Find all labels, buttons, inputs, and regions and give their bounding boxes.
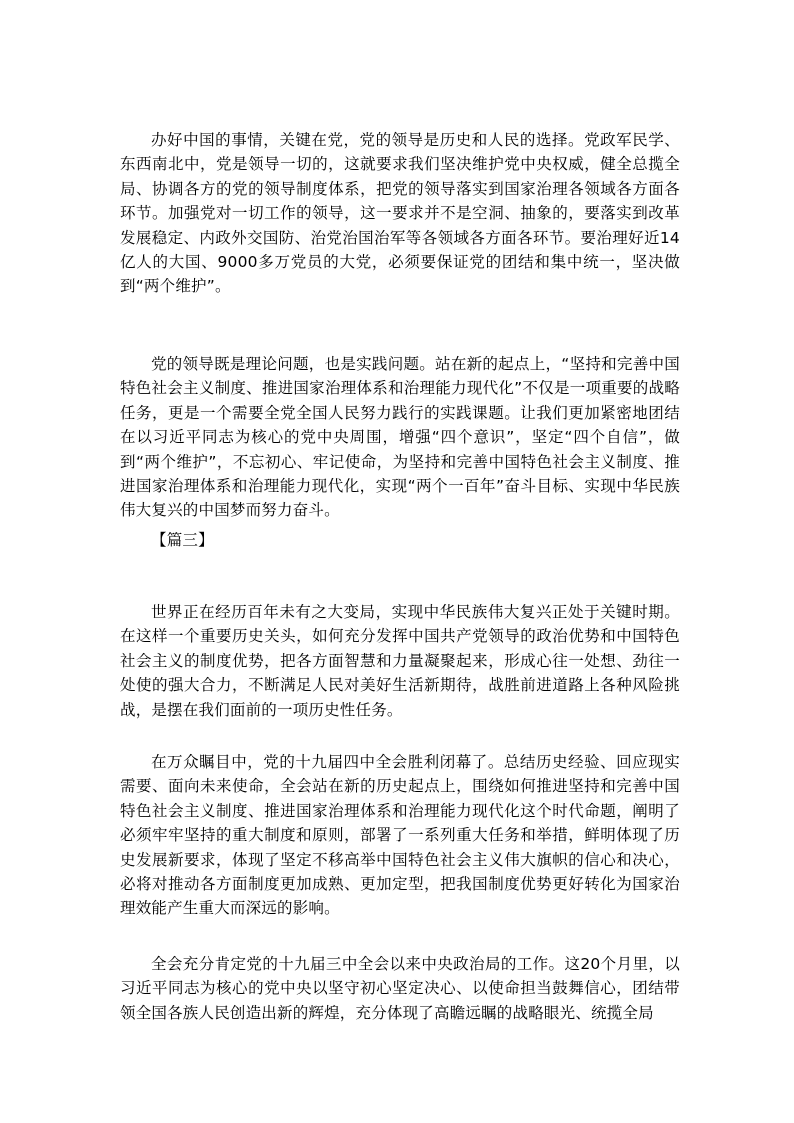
paragraph-fourth-plenum: 在万众瞩目中，党的十九届四中全会胜利闭幕了。总结历史经验、回应现实需要、面向未来使命，全会站在新的历史起点上，围绕如何推进坚持和完善中国特色社会主义制度、推进国家治理体系和治理能力现代化这个时代命题，阐明了必须牢牢坚持的重大制度和原则，部署了一系列重大任务和举措，鲜明体现了历史发展新要求，体现了坚定不移高举中国特色社会主义伟大旗帜的信心和决心，必将对推动各方面制度更加成熟、更加定型，把我国制度优势更好转化为国家治理效能产生重大而深远的影响。 xyxy=(120,753,680,918)
paragraph-party-leadership: 办好中国的事情，关键在党，党的领导是历史和人民的选择。党政军民学、东西南北中，党是领导一切的，这就要求我们坚决维护党中央权威，健全总揽全局、协调各方的党的领导制度体系，把党的领导落实到国家治理各领域各方面各环节。加强党对一切工作的领导，这一要求并不是空洞、抽象的，要落实到改革发展稳定、内政外交国防、治党治国治军等各领域各方面各环节。要治理好近14亿人的大国、9000多万党员的大党，必须要保证党的团结和集中统一，坚决做到“两个维护”。 xyxy=(120,131,680,296)
paragraph-theory-and-practice: 党的领导既是理论问题，也是实践问题。站在新的起点上，“坚持和完善中国特色社会主义制度、推进国家治理体系和治理能力现代化”不仅是一项重要的战略任务，更是一个需要全党全国人民努力践行的实践课题。让我们更加紧密地团结在以习近平同志为核心的党中央周围，增强“四个意识”，坚定“四个自信”，做到“两个维护”，不忘初心、牢记使命，为坚持和完善中国特色社会主义制度、推进国家治理体系和治理能力现代化，实现“两个一百年”奋斗目标、实现中华民族伟大复兴的中国梦而努力奋斗。 xyxy=(120,355,680,520)
section-heading: 【篇三】 xyxy=(151,531,214,549)
paragraph-world-changes: 世界正在经历百年未有之大变局，实现中华民族伟大复兴正处于关键时期。在这样一个重要历史关头，如何充分发挥中国共产党领导的政治优势和中国特色社会主义的制度优势，把各方面智慧和力量凝聚起来，形成心往一处想、劲往一处使的强大合力，不断满足人民对美好生活新期待，战胜前进道路上各种风险挑战，是摆在我们面前的一项历史性任务。 xyxy=(120,603,680,719)
paragraph-politburo-work: 全会充分肯定党的十九届三中全会以来中央政治局的工作。这20个月里，以习近平同志为核心的党中央以坚守初心坚定决心、以使命担当鼓舞信心，团结带领全国各族人民创造出新的辉煌，充分体现了高瞻远瞩的战略眼光、统揽全局 xyxy=(120,955,680,1022)
